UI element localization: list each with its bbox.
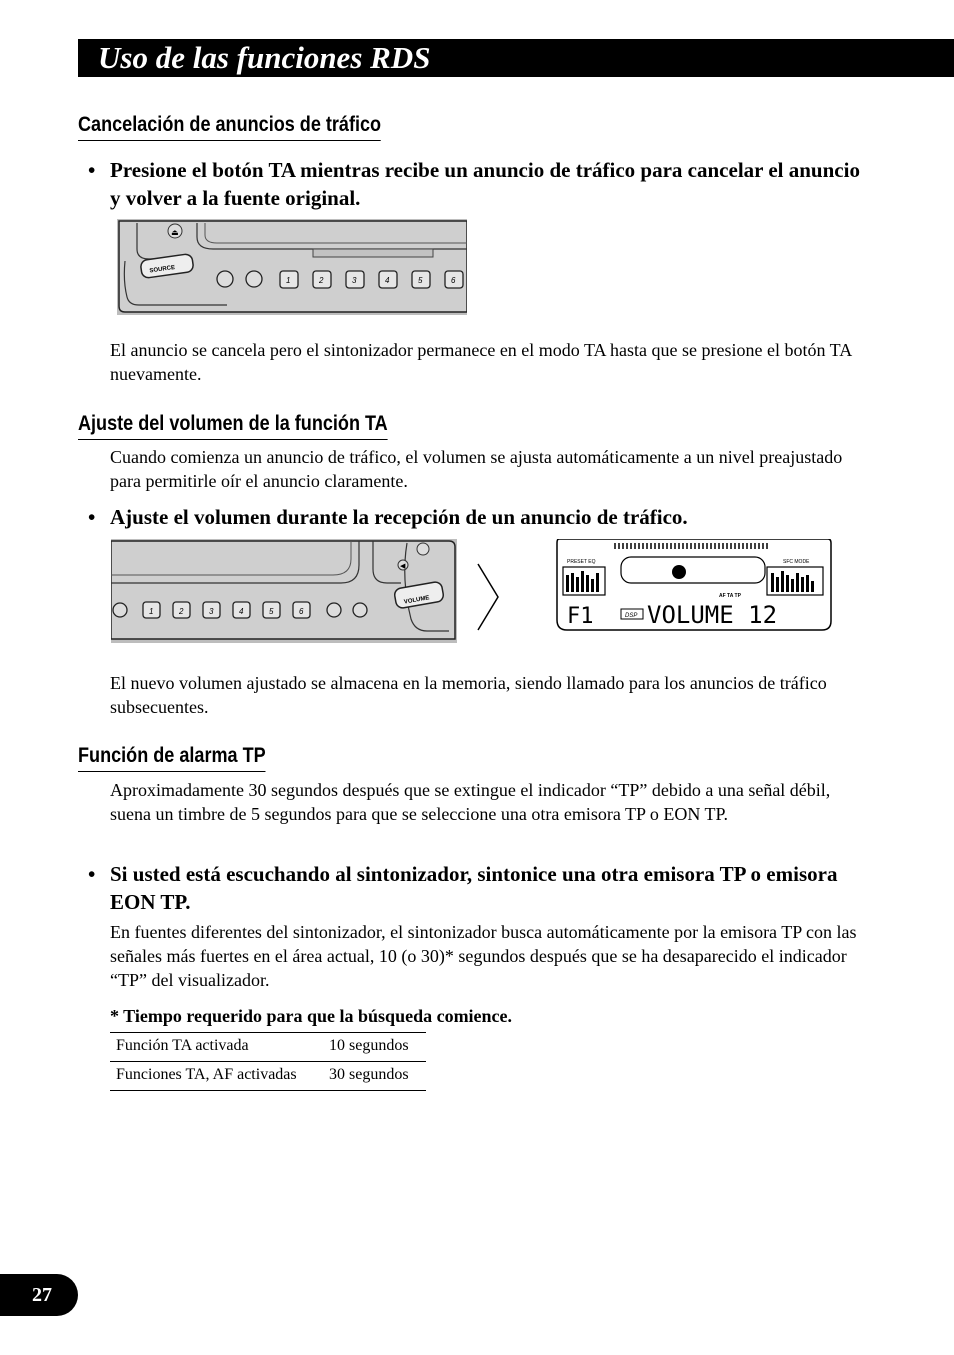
bullet-icon: • <box>88 505 96 529</box>
dsp-indicator: DSP <box>625 613 638 619</box>
play-icon: ◀ <box>400 563 406 570</box>
preset-label: 3 <box>209 607 214 616</box>
arrow-right-icon <box>476 562 500 632</box>
head-unit-volume-figure <box>111 539 457 643</box>
paragraph-cancel-note: El anuncio se cancela pero el sintonizador permanece en el modo TA hasta que se presione el botón TA nuevamente. <box>110 340 852 384</box>
round-button <box>113 603 127 617</box>
paragraph-tp-alarm-intro: Aproximadamente 30 segundos después que se extingue el indicador “TP” debido a una señal débil, suena un timbre de 5 segundos para que se seleccione una otra emisora TP o EON TP. <box>110 780 831 824</box>
page-number: 27 <box>32 1284 52 1306</box>
volume-button-label: VOLUME <box>403 595 430 606</box>
display-volume-text: VOLUME 12 <box>647 601 778 629</box>
preset-label: 3 <box>352 276 357 285</box>
preset-label: 6 <box>299 607 304 616</box>
bullet-icon: • <box>88 862 96 886</box>
table-row <box>110 1033 426 1062</box>
lcd-display-figure <box>555 539 832 631</box>
round-button <box>353 603 367 617</box>
preset-label: 6 <box>451 276 456 285</box>
round-button <box>217 271 233 287</box>
heading-cancel-traffic: Cancelación de anuncios de tráfico <box>78 112 381 141</box>
preset-label: 4 <box>239 607 244 616</box>
indicator-sfc-mode: SFC MODE <box>783 559 810 565</box>
preset-label: 2 <box>319 276 324 285</box>
heading-ta-volume: Ajuste del volumen de la función TA <box>78 411 388 440</box>
table-cell-condition: Funciones TA, AF activadas <box>116 1066 297 1083</box>
source-button-label: SOURCE <box>149 264 176 275</box>
eject-icon: ⏏ <box>171 228 179 237</box>
indicator-af-ta-tp: AF TA TP <box>719 593 741 599</box>
preset-label: 4 <box>385 276 390 285</box>
round-button <box>246 271 262 287</box>
indicator-preset-eq: PRESET EQ <box>567 559 596 565</box>
bullet-cancel-traffic: • Presione el botón TA mientras recibe un anuncio de tráfico para cancelar el anuncio y volver a la fuente original. <box>88 158 860 210</box>
paragraph-volume-memory: El nuevo volumen ajustado se almacena en la memoria, siendo llamado para los anuncios de tráfico subsecuentes. <box>110 673 827 717</box>
preset-label: 5 <box>418 276 423 285</box>
section-title-bar <box>78 39 954 77</box>
disc-icon <box>672 565 686 579</box>
round-button <box>327 603 341 617</box>
table-row <box>110 1062 426 1091</box>
table-cell-condition: Función TA activada <box>110 1033 329 1062</box>
paragraph-tp-search: En fuentes diferentes del sintonizador, el sintonizador busca automáticamente por la emisora TP con las señales más fuertes en el área actual, 10 (o 30)* segundos después que se ha desaparecido el indicador “TP” del visualizador. <box>110 922 857 990</box>
head-unit-source-figure <box>117 219 467 315</box>
preset-label: 2 <box>179 607 184 616</box>
bullet-icon: • <box>88 158 96 182</box>
preset-label: 1 <box>286 276 291 285</box>
footnote-search-time: * Tiempo requerido para que la búsqueda comience. <box>110 1006 513 1026</box>
page-title: Uso de las funciones RDS <box>98 40 431 75</box>
paragraph-ta-volume-intro: Cuando comienza un anuncio de tráfico, el volumen se ajusta automáticamente a un nivel preajustado para permitirle oír el anuncio claramente. <box>110 447 843 491</box>
search-time-table <box>110 1032 426 1091</box>
table-cell-time: 30 segundos <box>329 1066 409 1083</box>
bullet-ta-volume: • Ajuste el volumen durante la recepción de un anuncio de tráfico. <box>88 505 688 529</box>
display-band: F1 <box>567 604 594 629</box>
preset-label: 5 <box>269 607 274 616</box>
bullet-tp-alarm: • Si usted está escuchando al sintonizador, sintonice una otra emisora TP o emisora EON TP. <box>88 862 838 914</box>
heading-tp-alarm: Función de alarma TP <box>78 743 266 772</box>
preset-label: 1 <box>149 607 154 616</box>
table-cell-time: 10 segundos <box>329 1033 426 1062</box>
page-number-tab <box>0 1274 78 1316</box>
